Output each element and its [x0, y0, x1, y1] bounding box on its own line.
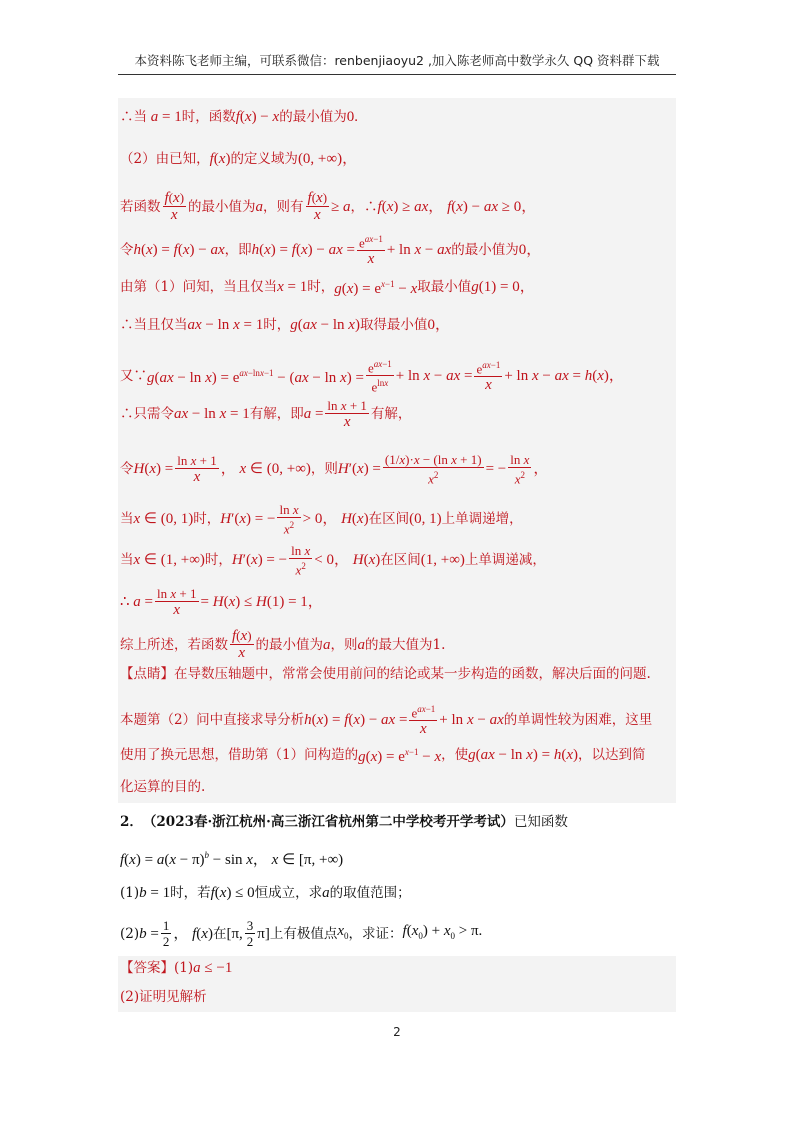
solution-line-10: 当 x ∈ (0, 1) 时， H′(x) = − $\frac{\text{ln x}}{x^2}$ > 0， H(x) 在区间 (0, 1) 上单调递增，	[120, 502, 523, 537]
solution-line-5: 由第（1）问知，当且仅当 x = 1 时， $g(x) = e^{x-1} - x$ 取最小值 g(1) = 0，	[120, 278, 535, 297]
note-line-2: 本题第（2）问中直接求导分析 h(x) = f(x) − ax = $\frac{e^{ax-1}}{x}$ + ln x − ax 的单调性较为困难，这里	[120, 704, 653, 738]
solution-line-12: ∴ a = $\frac{\text{ln x + 1}}{x}$ = H(x) ≤ H(1) = 1，	[120, 586, 323, 618]
header-divider	[118, 74, 676, 75]
problem-part-2: (2) b = $\frac{1}{2}$ ， f(x) 在 [π, $\frac{3}{2}$ π] 上有极值点 $x_0$ ，求证： $f(x_0) + x_0 > \pi$.	[120, 918, 483, 949]
note-line-4: 化运算的目的.	[120, 779, 206, 795]
problem-function: $f(x) = a(x - \pi)^b - \sin x$， x ∈ [π, +∞)	[120, 850, 344, 868]
note-line-3: 使用了换元思想，借助第（1）问构造的 $g(x) = e^{x-1} - x$ ，使 g(ax − ln x) = h(x) ，以达到简	[120, 746, 646, 765]
solution-line-3: 若函数 $\frac{f(x)}{x}$ 的最小值为 a ，则有 $\frac{f(x)}{x}$ ≥ a ，∴ f(x) ≥ ax， f(x) − ax ≥ 0，	[120, 190, 537, 223]
note-line-1: 【点睛】 在导数压轴题中，常常会使用前问的结论或某一步构造的函数，解决后面的问题.	[120, 666, 651, 682]
note-label: 【点睛】	[120, 666, 174, 682]
solution-line-9: 令 H(x) = $\frac{\text{ln x + 1}}{x}$ ， x ∈ (0, +∞) ，则 H′(x) = $\frac{\text{(1/x)·x − (ln x + 1)}}{x^2}$ = − $\frac{\text{ln x}}{x^2}$ ，	[120, 452, 549, 487]
solution-line-13: 综上所述，若函数 $\frac{f(x)}{x}$ 的最小值为 a ，则 a 的最大值为1.	[120, 628, 446, 661]
problem-title: 2． （2023春·浙江杭州·高三浙江省杭州第二中学校考开学考试） 已知函数	[120, 814, 568, 830]
page-number: 2	[393, 1025, 401, 1039]
solution-line-6: ∴当且仅当 ax − ln x = 1 时， g(ax − ln x) 取得最小值 0，	[120, 317, 450, 333]
solution-line-8: ∴只需令 ax − ln x = 1 有解，即 a = $\frac{\text{ln x + 1}}{x}$ 有解，	[120, 398, 412, 430]
solution-line-4: 令 h(x) = f(x) − ax ，即 h(x) = f(x) − ax = $\frac{e^{ax-1}}{x}$ + ln x − ax 的最小值为 0，	[120, 234, 542, 268]
solution-line-7: 又∵ $g(ax - \ln x) = e^{ax-lnx-1} - (ax - \ln x)$ = $\frac{e^{ax-1}}{e^{lnx}}$ + ln x − ax = $\frac{e^{ax-1}}{x}$ + ln x − ax = h(x)，	[120, 359, 624, 395]
answer-line-1: 【答案】 (1) a ≤ −1	[120, 960, 233, 976]
answer-label: 【答案】	[120, 960, 174, 976]
solution-line-11: 当 x ∈ (1, +∞) 时， H′(x) = − $\frac{\text{ln x}}{x^2}$ < 0， H(x) 在区间 (1, +∞) 上单调递减，	[120, 543, 546, 578]
problem-part-1: (1) b = 1 时，若 f(x) ≤ 0 恒成立，求 a 的取值范围；	[120, 885, 411, 901]
answer-line-2: (2)证明见解析	[120, 989, 207, 1005]
solution-line-2: （2）由已知， f(x) 的定义域为 (0, +∞)，	[120, 151, 358, 167]
page-header: 本资料陈飞老师主编，可联系微信：renbenjiaoyu2 ,加入陈老师高中数学永久 QQ 资料群下载	[134, 53, 660, 68]
solution-line-1: ∴当 a = 1 时，函数 f(x) − x 的最小值为 0.	[120, 109, 358, 125]
